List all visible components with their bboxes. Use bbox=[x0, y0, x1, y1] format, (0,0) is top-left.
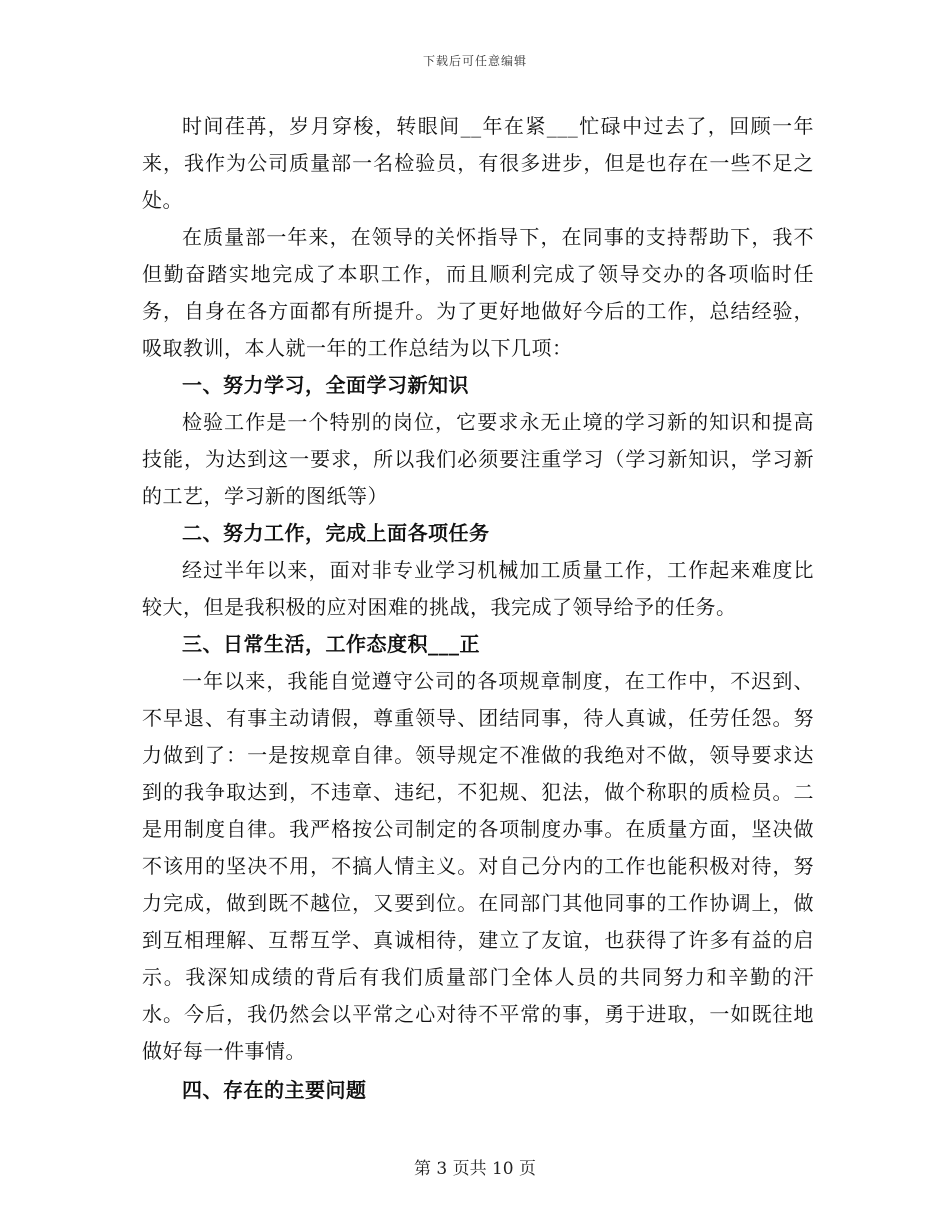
page-header: 下载后可任意编辑 bbox=[422, 54, 527, 68]
paragraph-overview: 在质量部一年来，在领导的关怀指导下，在同事的支持帮助下，我不但勤奋踏实地完成了本职工作，而且顺利完成了领导交办的各项临时任务，自身在各方面都有所提升。为了更好地做好今后的工作，总结经验，吸取教训，本人就一年的工作总结为以下几项： bbox=[142, 225, 814, 360]
document-body bbox=[142, 108, 814, 1109]
section-heading-2: 二、努力工作，完成上面各项任务 bbox=[182, 521, 490, 545]
section-heading-4: 四、存在的主要问题 bbox=[182, 1078, 367, 1102]
section-heading-1: 一、努力学习，全面学习新知识 bbox=[182, 373, 469, 397]
paragraph-study: 检验工作是一个特别的岗位，它要求永无止境的学习新的知识和提高技能，为达到这一要求，所以我们必须要注重学习（学习新知识，学习新的工艺，学习新的图纸等） bbox=[142, 410, 814, 508]
paragraph-work: 经过半年以来，面对非专业学习机械加工质量工作，工作起来难度比较大，但是我积极的应对困难的挑战，我完成了领导给予的任务。 bbox=[142, 558, 814, 619]
section-heading-3: 三、日常生活，工作态度积___正 bbox=[182, 632, 480, 656]
page-number: 第 3 页共 10 页 bbox=[413, 1159, 537, 1179]
paragraph-attitude: 一年以来，我能自觉遵守公司的各项规章制度，在工作中，不迟到、不早退、有事主动请假，尊重领导、团结同事，待人真诚，任劳任怨。努力做到了：一是按规章自律。领导规定不准做的我绝对不做，领导要求达到的我争取达到，不违章、违纪，不犯规、犯法，做个称职的质检员。二是用制度自律。我严格按公司制定的各项制度办事。在质量方面，坚决做不该用的坚决不用，不搞人情主义。对自己分内的工作也能积极对待，努力完成，做到既不越位，又要到位。在同部门其他同事的工作协调上，做到互相理解、互帮互学、真诚相待，建立了友谊，也获得了许多有益的启示。我深知成绩的背后有我们质量部门全体人员的共同努力和辛勤的汗水。今后，我仍然会以平常之心对待不平常的事，勇于进取，一如既往地做好每一件事情。 bbox=[142, 669, 814, 1063]
paragraph-intro: 时间荏苒，岁月穿梭，转眼间__年在紧___忙碌中过去了，回顾一年来，我作为公司质量部一名检验员，有很多进步，但是也存在一些不足之处。 bbox=[142, 114, 814, 212]
